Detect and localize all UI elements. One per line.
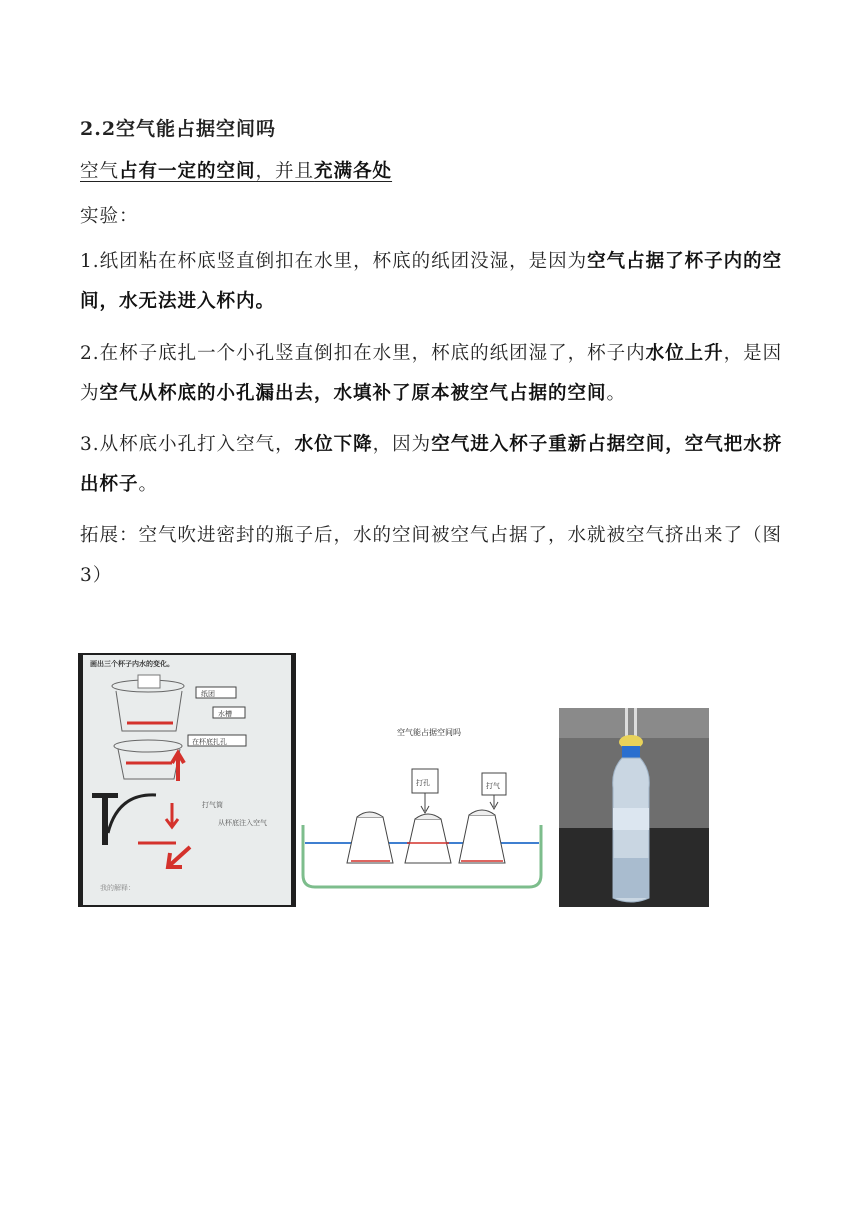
summary-part-4: 充满各处 xyxy=(314,161,393,182)
fig1-label-paper: 纸团 xyxy=(201,690,215,698)
item3-bold-2: 空气进入杯子重新占据空间，空气把水挤出杯子 xyxy=(80,434,783,495)
item3-text-2: ，因为 xyxy=(372,434,432,455)
worksheet-photo xyxy=(78,653,296,907)
experiment-item-3 xyxy=(80,425,785,505)
item3-text-3: 。 xyxy=(138,474,159,495)
fig1-label-tank: 水槽 xyxy=(218,710,232,718)
experiment-item-2 xyxy=(80,334,785,414)
fig2-label-pump: 打气 xyxy=(486,782,500,790)
summary-part-1: 空气 xyxy=(80,161,120,182)
experiment-label: 实验： xyxy=(80,206,139,227)
page-title: 2.2空气能占据空间吗 xyxy=(80,118,277,140)
summary-part-3: ，并且 xyxy=(255,161,315,182)
experiment-item-1 xyxy=(80,242,785,322)
fig1-label-pump-in: 从杯底注入空气 xyxy=(218,819,267,827)
cups-diagram xyxy=(299,707,546,892)
item2-text-3: 。 xyxy=(606,383,627,404)
extension-text: 拓展：空气吹进密封的瓶子后，水的空间被空气占据了，水就被空气挤出来了（图3） xyxy=(80,525,783,586)
item1-bold: 空气占据了杯子内的空间，水无法进入杯内。 xyxy=(80,251,783,312)
summary-part-2: 占有一定的空间 xyxy=(119,161,256,182)
summary-line xyxy=(80,152,785,192)
fig1-footer: 我的解释： xyxy=(100,884,135,892)
item3-bold-1: 水位下降 xyxy=(294,434,373,455)
fig1-label-hole: 在杯底扎孔 xyxy=(192,738,227,746)
item1-text: 1.纸团粘在杯底竖直倒扣在水里，杯底的纸团没湿，是因为 xyxy=(80,251,588,272)
fig1-label-pump: 打气筒 xyxy=(202,801,223,809)
item3-text-1: 3.从杯底小孔打入空气， xyxy=(80,434,295,455)
fig1-title: 画出三个杯子内水的变化。 xyxy=(90,660,174,668)
item2-text-1: 2.在杯子底扎一个小孔竖直倒扣在水里，杯底的纸团湿了，杯子内 xyxy=(80,343,646,364)
item2-text-2: ，是因为 xyxy=(80,343,783,404)
bottle-photo xyxy=(559,708,709,907)
fig2-title: 空气能占据空间吗 xyxy=(397,728,461,737)
item2-bold-1: 水位上升 xyxy=(645,343,724,364)
item2-bold-2: 空气从杯底的小孔漏出去，水填补了原本被空气占据的空间 xyxy=(99,383,607,404)
fig2-label-hole: 打孔 xyxy=(416,779,430,787)
